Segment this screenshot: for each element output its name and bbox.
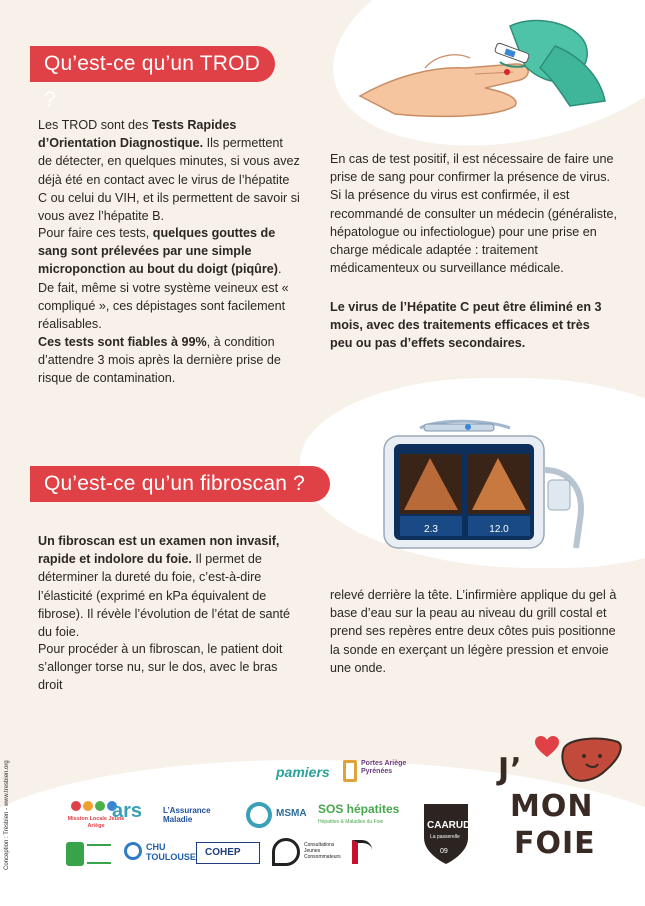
fibroscan-intro-paragraph [38,532,302,641]
text-segment: En cas de test positif, il est nécessaire de faire une prise de sang pour confirmer la présence de virus. Si la présence du virus est confirmée, il est recommandé de consulter un médecin (généraliste, hépatologue ou infectiologue) pour une prise en charge médicale adaptée : traitement médicamenteux ou surveillance médicale. [330,152,618,276]
logo-ars: ars [112,800,143,822]
logo-caarud [418,798,474,868]
portes-icon [343,760,357,782]
text-segment: relevé derrière la tête. L’infirmière applique du gel à base d’eau sur la peau au niveau du grill costal et prend ses repères entre deux côtes puis positionne la sonde en exerçant un légère pression et envoie une onde. [330,588,617,675]
logo-chu [124,840,196,870]
bold-text-segment: Tests Rapides d’Orientation Diagnostique. [38,118,237,151]
trod-procedure-paragraph [38,224,300,333]
heart-icon [534,735,560,759]
logo-pamiers: pamiers [276,764,330,780]
brand-foie: FOIE [514,826,596,861]
logo-cjc-text: Consultations Jeunes Consommateurs [304,842,341,860]
text-segment: Les TROD sont des [38,118,152,132]
logo-caarud-subtext: La passerelle [430,834,460,840]
bold-text-segment: quelques gouttes de sang sont prélevées par une simple microponction au bout du doigt (piqûre) [38,226,278,277]
trod-reliability-paragraph [38,333,300,388]
trod-intro-paragraph [38,116,300,225]
screen-value-left: 2.3 [424,524,438,535]
fibroscan-device-illustration [380,410,610,560]
liver-icon [560,734,624,786]
logo-mission-locale-text: Mission Locale Jeune Ariège [67,816,125,829]
chu-icon [124,842,142,860]
msma-icon [246,802,272,828]
text-segment: Ils permettent de détecter, en quelques minutes, si vous avez déjà été en contact avec le virus de l’hépatite C ou celui du VIH, et ils permettent de savoir si vous avez l’hépatite B. [38,136,300,224]
text-segment: . De fait, même si votre système veineux est « compliqué », ces dépistages sont facilement réalisables. [38,262,289,332]
cjc-icon [272,838,300,866]
council-icon [66,842,84,866]
text-segment: , à condition d’attendre 3 mois après la dernière prise de risque de contamination. [38,335,281,386]
logo-department [352,840,374,866]
text-segment: Pour faire ces tests, [38,226,153,240]
screen-value-right: 12.0 [489,524,509,535]
logo-msma-text: MSMA [276,808,307,819]
logo-cohep-text: COHEP [205,847,241,858]
logo-portes-text: Portes Ariège Pyrénées [361,760,407,775]
logo-portes [343,758,423,786]
logo-cjc [272,838,342,872]
fibroscan-procedure-continued [330,586,620,677]
logo-sos-hepatites [318,802,398,832]
fibroscan-procedure-paragraph [38,640,302,695]
logo-chu-text: CHU TOULOUSE [146,842,196,862]
council-lines [87,844,111,864]
logo-council [66,840,112,870]
fingerprick-illustration [355,6,615,126]
heading-fibroscan: Qu’est-ce qu’un fibroscan ? [30,466,330,502]
caarud-shield-icon [418,798,474,868]
logo-assurance-maladie: L’Assurance Maladie [163,806,211,824]
bold-text-segment: Le virus de l’Hépatite C peut être éliminé en 3 mois, avec des traitements efficaces et très peu ou pas d’effets secondaires. [330,300,602,351]
logo-sos-text: SOS hépatites [318,802,400,816]
design-credits: Conception : Trèsbien - www.tresbien.org [4,760,10,870]
trod-positive-paragraph [330,150,620,277]
heading-trod: Qu’est-ce qu’un TROD ? [30,46,275,82]
department-icon [352,840,372,864]
logo-caarud-number: 09 [440,848,448,855]
logo-caarud-text: CAARUD [427,820,471,831]
bold-text-segment: Un fibroscan est un examen non invasif, rapide et indolore du foie. [38,534,280,567]
bold-text-segment: Ces tests sont fiables à 99% [38,335,207,349]
brand-j: J’ [498,752,523,787]
logo-cohep [196,842,260,864]
trod-hepatitis-c-paragraph [330,298,615,353]
brand-mon: MON [510,789,594,824]
logo-sos-subtext: Hépatites & Maladies du Foie [318,819,384,825]
text-segment: Il permet de déterminer la dureté du foie, c’est-à-dire l’élasticité (exprimé en kPa équivalent de fibrose). Il révèle l’évolution de l’état de santé du foie. [38,552,291,640]
text-segment: Pour procéder à un fibroscan, le patient doit s’allonger torse nu, sur le dos, avec le bras droit [38,642,283,693]
logo-msma [246,802,310,832]
